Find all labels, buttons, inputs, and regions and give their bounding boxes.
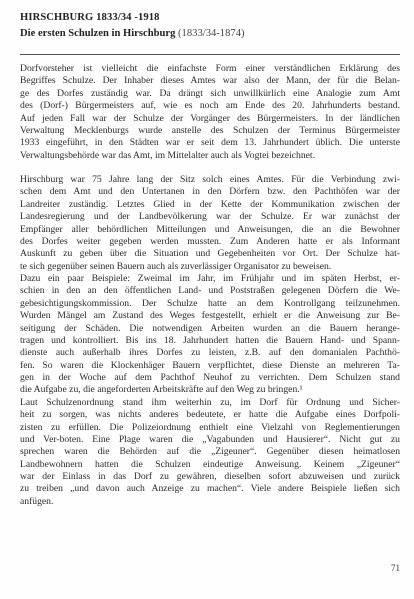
text-line: des Dorfes weiter gegeben werden mussten. Zum Anderen hatte er als Informant bbox=[20, 235, 400, 247]
paragraph-1 bbox=[20, 63, 400, 162]
text-line: Auf jeden Fall war der Schulze der Vorgänger des Bürgermeisters. In der ländlichen bbox=[20, 112, 400, 124]
text-line: dienste auch außerhalb ihres Dorfes zu leisten, z.B. auf den domanialen Pachthö- bbox=[20, 347, 400, 359]
text-line: schien in den an den öffentlichen Land- und Poststraßen gelegenen Dörfern die We- bbox=[20, 285, 400, 297]
text-line: Landesregierung und der Landbevölkerung war der Schulze. Er war zunächst der bbox=[20, 211, 400, 223]
chapter-title: Die ersten Schulzen in Hirschburg bbox=[20, 28, 176, 39]
text-line: Empfänger aller behördlichen Mitteilungen und Anweisungen, die an die Bewohner bbox=[20, 223, 400, 235]
text-line: Dazu ein paar Beispiele: Zweimal im Jahr, im Frühjahr und im späten Herbst, er- bbox=[20, 273, 400, 284]
text-line: Verwaltungsbehörde war das Amt, im Mittelalter auch als Vogtei bezeichnet. bbox=[20, 149, 315, 161]
text-line: ge des Dorfes zuständig war. Da drängt sich unwillkürlich eine Analogie zum Amt bbox=[20, 87, 400, 99]
text-line: die Aufgabe zu, die angeforderten Arbeitskräfte auf den Weg zu bringen.¹ bbox=[20, 384, 303, 396]
text-line: seitigung der Schäden. Die notwendigen Arbeiten wurden an die Bauern herange- bbox=[20, 322, 400, 334]
text-line: Verwaltung Mecklenburgs wurde anstelle des Schulzen der Terminus Bürgermeister bbox=[20, 124, 400, 136]
chapter-dates: (1833/34-1874) bbox=[178, 28, 245, 39]
text-line: zisten zu erfüllen. Die Polizeiordnung enthielt eine Vielzahl von Reglementierungen bbox=[20, 421, 400, 433]
running-head: HIRSCHBURG 1833/34 -1918 bbox=[20, 12, 160, 23]
text-line: Begriffes Schulze. Der Inhaber dieses Amtes war also der Mann, der für die Belan- bbox=[20, 75, 400, 87]
page-header bbox=[20, 11, 400, 40]
text-line: te sich gegenüber seinen Bauern auch als zuverlässiger Organisator zu beweisen. bbox=[20, 260, 332, 272]
text-line: und Ver-boten. Eine Plage waren die „Vagabunden und Hausierer“. Nicht gut zu bbox=[20, 433, 400, 445]
text-line: gen in der Woche auf dem Pachthof Neuhof zu verrichten. Dem Schulzen stand bbox=[20, 372, 400, 383]
text-line: heit zu sorgen, was nichts anderes bedeutete, er hatte die Aufgabe eines Dorfpoli- bbox=[20, 409, 400, 421]
text-line: zu treiben „und davon auch Anzeige zu machen“. Viele andere Beispiele ließen sich bbox=[20, 483, 400, 495]
text-line: Laut Schulzenordnung stand ihm weiterhin zu, im Dorf für Ordnung und Sicher- bbox=[20, 396, 400, 408]
text-line: gebesichtigungskommission. Der Schulze hatte an dem Kontrollgang teilzunehmen. bbox=[20, 297, 400, 309]
text-line: war der Einlass in das Dorf zu gewähren, dieselben sofort abzuweisen und zurück bbox=[20, 471, 400, 482]
chapter-heading bbox=[20, 27, 400, 40]
text-line: Auskunft zu geben über die Situation und Gegebenheiten vor Ort. Der Schulze hat- bbox=[20, 248, 400, 260]
paragraph-2 bbox=[20, 174, 400, 508]
header-rule bbox=[20, 54, 400, 55]
text-line: tragen und kontrolliert. Bis ins 18. Jahrhundert hatten die Bauern Hand- und Spann- bbox=[20, 334, 400, 346]
text-line: schen dem Amt und den Untertanen in den Dörfern bzw. den Pachthöfen war der bbox=[20, 186, 400, 198]
text-line: 1933 eingeführt, in den Städten war er seit dem 13. Jahrhundert üblich. Die unterste bbox=[20, 137, 400, 149]
paragraph-gap bbox=[20, 162, 400, 174]
text-line: Landreiter zuständig. Letztes Glied in der Kette der Kommunikation zwischen der bbox=[20, 198, 400, 210]
text-line: anfügen. bbox=[20, 495, 54, 507]
text-line: des (Dorf-) Bürgermeisters auf, wie es noch am Ende des 20. Jahrhunderts bestand. bbox=[20, 100, 400, 112]
text-line: Wurden Mängel am Zustand des Weges festgestellt, erhielt er die Anweisung zur Be- bbox=[20, 310, 400, 322]
text-line: Dorfvorsteher ist vielleicht die einfachste Form einer verständlichen Erklärung des bbox=[20, 63, 400, 74]
text-line: fen. So waren die Klockenhäger Bauern verpflichtet, diese Dienste an mehreren Ta- bbox=[20, 359, 400, 371]
body-text bbox=[20, 63, 400, 508]
text-line: sprechen waren die Behörden auf die „Zigeuner“. Gegenüber diesen heimatlosen bbox=[20, 446, 400, 458]
page-number: 71 bbox=[391, 563, 400, 573]
text-line: Hirschburg war 75 Jahre lang der Sitz solch eines Amtes. Für die Verbindung zwi- bbox=[20, 174, 400, 185]
text-line: Landbewohnern hatten die Schulzen eindeutige Anweisung. Keinem „Zigeuner“ bbox=[20, 458, 400, 470]
